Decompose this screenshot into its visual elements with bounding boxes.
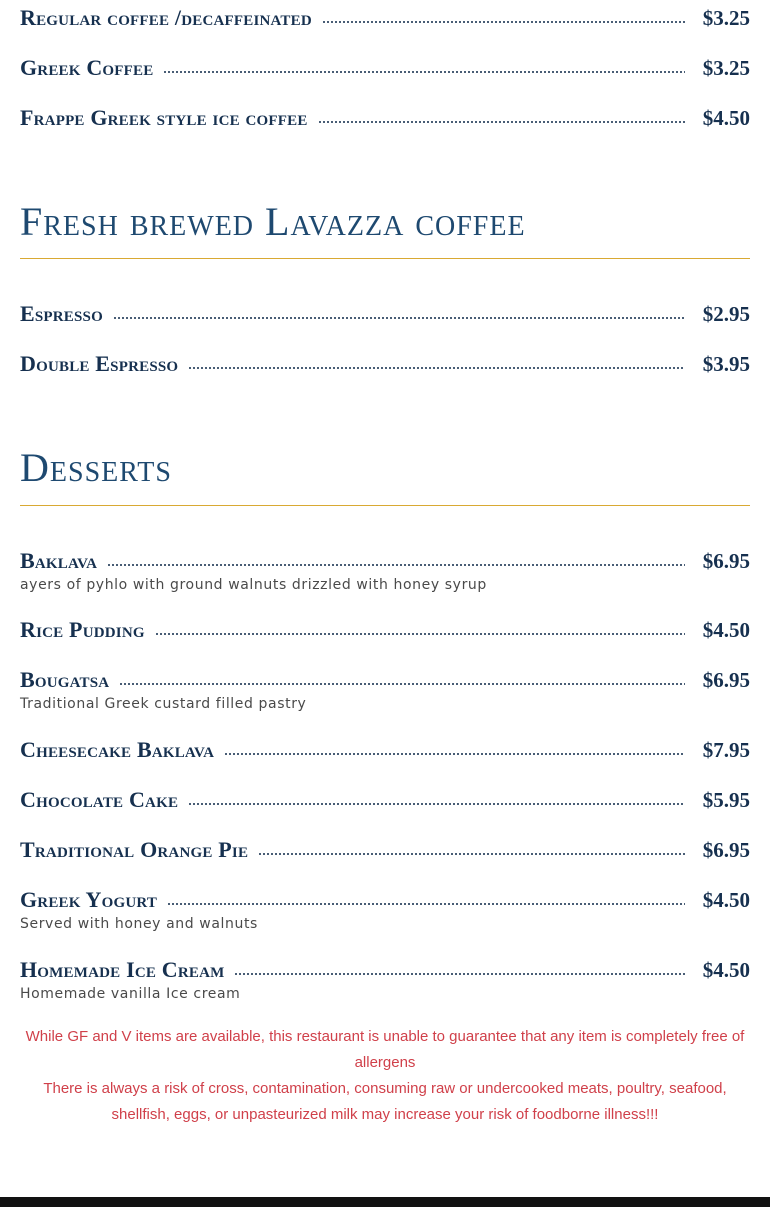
menu-item-description: Traditional Greek custard filled pastry [20, 696, 307, 712]
menu-item-name: Espresso [20, 301, 103, 326]
menu-item-name: Traditional Orange Pie [20, 837, 249, 862]
dot-leader [234, 973, 684, 975]
dot-leader [113, 317, 685, 319]
menu-item-name: Baklava [20, 548, 98, 573]
menu-item-description: ayers of pyhlo with ground walnuts drizzled with honey syrup [20, 577, 487, 593]
menu-item-price: $4.50 [702, 887, 750, 912]
menu-item-frappe [20, 101, 750, 135]
menu-item-double-espresso [20, 347, 750, 381]
menu-item-price: $6.95 [702, 548, 750, 573]
dot-leader [167, 903, 685, 905]
menu-item-price: $3.25 [702, 55, 750, 80]
menu-item-name: Homemade Ice Cream [20, 957, 225, 982]
menu-item-price: $7.95 [702, 737, 750, 762]
dot-leader [107, 564, 685, 566]
menu-item-bougatsa [20, 663, 750, 697]
section-title-lavazza: Fresh brewed Lavazza coffee [20, 199, 526, 244]
footer-bar [0, 1197, 770, 1207]
foodborne-warning: There is always a risk of cross, contamination, consuming raw or undercooked meats, poultry, seafood, shellfish, eggs, or unpasteurized milk may increase your risk of foodborne illness!!! [43, 1080, 727, 1123]
menu-item-price: $2.95 [702, 301, 750, 326]
menu-item-regular-coffee [20, 1, 750, 35]
menu-item-name: Cheesecake Baklava [20, 737, 215, 762]
allergen-notice: While GF and V items are available, this restaurant is unable to guarantee that any item is completely free of allergens [25, 1028, 745, 1071]
menu-item-orange-pie [20, 833, 750, 867]
menu-item-price: $5.95 [702, 787, 750, 812]
dot-leader [224, 753, 685, 755]
menu-item-espresso [20, 297, 750, 331]
menu-item-cheesecake-baklava [20, 733, 750, 767]
dot-leader [119, 683, 684, 685]
dot-leader [188, 803, 685, 805]
menu-item-price: $6.95 [702, 837, 750, 862]
menu-item-ice-cream [20, 953, 750, 987]
menu-item-price: $3.25 [702, 5, 750, 30]
menu-item-greek-coffee [20, 51, 750, 85]
menu-item-name: Frappe Greek style ice coffee [20, 105, 308, 130]
section-title-desserts: Desserts [20, 445, 172, 490]
dot-leader [155, 633, 685, 635]
menu-item-greek-yogurt [20, 883, 750, 917]
menu-item-name: Double Espresso [20, 351, 179, 376]
menu-item-price: $3.95 [702, 351, 750, 376]
dot-leader [258, 853, 685, 855]
menu-item-description: Homemade vanilla Ice cream [20, 986, 241, 1002]
dot-leader [318, 121, 685, 123]
dot-leader [163, 71, 684, 73]
menu-item-name: Chocolate Cake [20, 787, 179, 812]
menu-item-name: Bougatsa [20, 667, 110, 692]
menu-item-name: Greek Coffee [20, 55, 154, 80]
menu-item-price: $4.50 [702, 617, 750, 642]
menu-item-name: Greek Yogurt [20, 887, 158, 912]
section-divider [20, 258, 750, 259]
section-divider [20, 505, 750, 506]
dot-leader [188, 367, 684, 369]
menu-item-name: Regular coffee /decaffeinated [20, 5, 312, 30]
menu-item-price: $6.95 [702, 667, 750, 692]
menu-item-rice-pudding [20, 613, 750, 647]
menu-item-price: $4.50 [702, 957, 750, 982]
menu-item-description: Served with honey and walnuts [20, 916, 258, 932]
menu-item-baklava [20, 544, 750, 578]
menu-item-price: $4.50 [702, 105, 750, 130]
menu-item-name: Rice Pudding [20, 617, 145, 642]
menu-item-chocolate-cake [20, 783, 750, 817]
dot-leader [322, 21, 685, 23]
